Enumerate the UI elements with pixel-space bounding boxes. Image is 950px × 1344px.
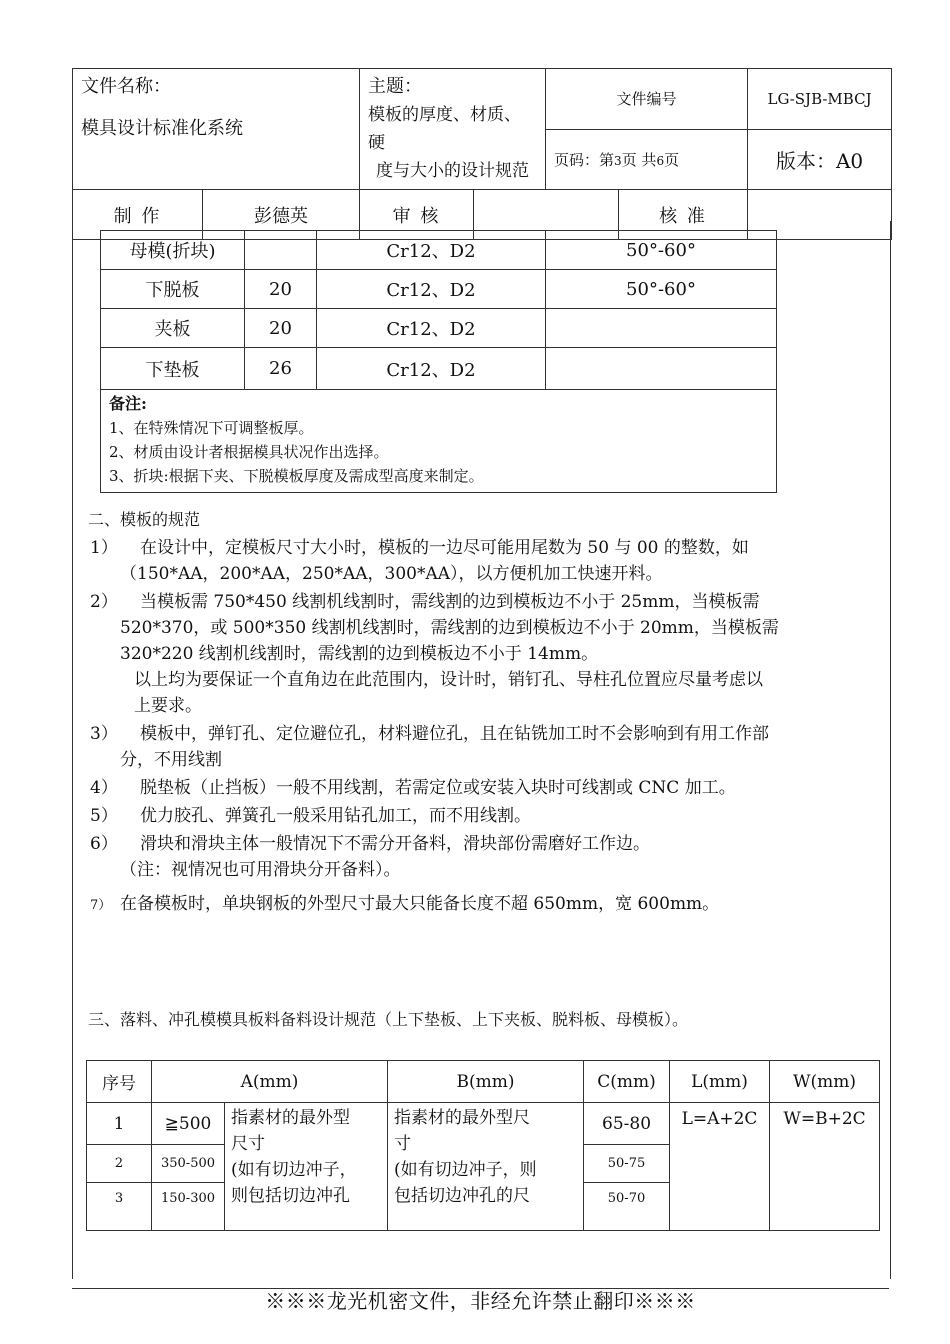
item-text: 320*220 线割机线割时，需线割的边到模板边不小于 14mm。	[120, 644, 599, 664]
l-formula: L=A+2C	[670, 1103, 770, 1231]
list-item	[90, 535, 890, 587]
part-name: 下垫板	[101, 348, 245, 390]
item-number: 4）	[90, 778, 118, 798]
c-value: 50-75	[584, 1145, 670, 1183]
made-value: 彭德英	[203, 190, 360, 240]
a-desc-line: 尺寸	[231, 1134, 265, 1154]
table-row	[101, 348, 777, 390]
hardness	[546, 309, 777, 348]
notes-title: 备注:	[109, 394, 147, 413]
note-item: 2、材质由设计者根据模具状况作出选择。	[109, 443, 389, 461]
item-text: 520*370，或 500*350 线割机线割时，需线割的边到模板边不小于 20mm，当模板需	[120, 618, 779, 638]
note-item: 1、在特殊情况下可调整板厚。	[109, 419, 314, 437]
item-text: 分，不用线割	[120, 750, 222, 770]
file-name-label: 文件名称：	[81, 76, 171, 97]
c-value: 50-70	[584, 1183, 670, 1231]
col-header: C(mm)	[584, 1061, 670, 1103]
version: 版本：A0	[748, 129, 892, 190]
size-range: ≧500	[152, 1103, 225, 1145]
made-label: 制 作	[73, 190, 203, 240]
doc-number-label: 文件编号	[546, 69, 748, 130]
hardness	[546, 348, 777, 390]
file-name-value: 模具设计标准化系统	[81, 118, 243, 139]
page-mid: 页 共	[621, 150, 657, 169]
page-total: 6	[656, 153, 665, 168]
item-text: 上要求。	[134, 696, 202, 716]
item-number: 5）	[90, 806, 118, 826]
item-number: 3）	[90, 724, 118, 744]
row-number: 2	[87, 1145, 152, 1183]
b-desc-line: (如有切边冲子，则	[394, 1160, 537, 1180]
material: Cr12、D2	[317, 309, 546, 348]
page-end: 页	[664, 150, 680, 169]
part-name: 下脱板	[101, 270, 245, 309]
material: Cr12、D2	[317, 348, 546, 390]
table-row	[101, 231, 777, 270]
thickness: 20	[245, 309, 317, 348]
a-desc-line: 则包括切边冲孔	[231, 1186, 350, 1206]
approve-label: 核 准	[619, 190, 748, 240]
item-number: 2）	[90, 592, 118, 612]
page-label: 页码：第	[554, 150, 615, 169]
page-current: 3	[614, 153, 622, 168]
size-range: 150-300	[152, 1183, 225, 1231]
note-item: 3、折块:根据下夹、下脱模板厚度及需成型高度来制定。	[109, 467, 484, 485]
document-header	[72, 68, 892, 240]
table-row	[101, 270, 777, 309]
blank-spec-table	[86, 1060, 880, 1231]
subject-line2: 度与大小的设计规范	[376, 161, 530, 181]
b-description	[388, 1103, 584, 1231]
a-desc-line: (如有切边冲子，	[231, 1160, 357, 1180]
item-text: 当模板需 750*450 线割机线割时，需线割的边到模板边不小于 25mm，当模板需	[140, 592, 760, 612]
row-number: 1	[87, 1103, 152, 1145]
col-header: W(mm)	[770, 1061, 880, 1103]
part-name: 夹板	[101, 309, 245, 348]
subject-line1: 模板的厚度、材质、硬	[368, 105, 522, 153]
notes-cell	[101, 390, 777, 493]
c-value: 65-80	[584, 1103, 670, 1145]
section3-title: 三、落料、冲孔模模具板料备料设计规范（上下垫板、上下夹板、脱料板、母模板）。	[88, 1010, 689, 1029]
item-text: 在设计中，定模板尺寸大小时，模板的一边尽可能用尾数为 50 与 00 的整数，如	[140, 538, 749, 558]
material-table	[100, 230, 777, 493]
item-text: 滑块和滑块主体一般情况下不需分开备料，滑块部份需磨好工作边。	[140, 834, 650, 854]
part-name: 母模(折块)	[101, 231, 245, 270]
a-description	[225, 1103, 388, 1231]
item-text: 在备模板时，单块钢板的外型尺寸最大只能备长度不超 650mm，宽 600mm。	[120, 894, 720, 914]
item-number: 7）	[90, 898, 112, 913]
list-item	[90, 775, 890, 801]
hardness: 50°-60°	[546, 231, 777, 270]
item-number: 1）	[90, 538, 118, 558]
table-row	[101, 309, 777, 348]
thickness: 20	[245, 270, 317, 309]
list-item	[90, 721, 890, 773]
list-item	[134, 667, 884, 719]
review-label: 审 核	[360, 190, 474, 240]
doc-number-value: LG-SJB-MBCJ	[748, 69, 892, 130]
size-range: 350-500	[152, 1145, 225, 1183]
page-number	[546, 129, 748, 190]
table-row	[87, 1103, 880, 1145]
material: Cr12、D2	[317, 270, 546, 309]
row-number: 3	[87, 1183, 152, 1231]
confidential-footer: ※※※龙光机密文件，非经允许禁止翻印※※※	[265, 1289, 696, 1313]
item-text: （注：视情况也可用滑块分开备料）。	[120, 860, 401, 880]
subject-label: 主题：	[368, 76, 423, 97]
thickness	[245, 231, 317, 270]
col-header: B(mm)	[388, 1061, 584, 1103]
a-desc-line: 指素材的最外型	[231, 1108, 350, 1128]
col-header: L(mm)	[670, 1061, 770, 1103]
item-text: 脱垫板（止挡板）一般不用线割，若需定位或安装入块时可线割或 CNC 加工。	[140, 778, 736, 798]
item-text: 优力胶孔、弹簧孔一般采用钻孔加工，而不用线割。	[140, 806, 531, 826]
col-header: A(mm)	[152, 1061, 388, 1103]
b-desc-line: 指素材的最外型尺	[394, 1108, 531, 1128]
subject-cell	[360, 69, 546, 190]
file-name-cell	[73, 69, 360, 190]
section2-title: 二、模板的规范	[88, 510, 201, 529]
b-desc-line: 寸	[394, 1134, 412, 1154]
table-header-row	[87, 1061, 880, 1103]
col-header: 序号	[87, 1061, 152, 1103]
w-formula: W=B+2C	[770, 1103, 880, 1231]
item-text: 以上均为要保证一个直角边在此范围内，设计时，销钉孔、导柱孔位置应尽量考虑以	[134, 670, 763, 690]
item-number: 6）	[90, 834, 118, 854]
item-text: 模板中，弹钉孔、定位避位孔，材料避位孔，且在钻铣加工时不会影响到有用工作部	[140, 724, 769, 744]
material: Cr12、D2	[317, 231, 546, 270]
list-item	[90, 589, 890, 667]
list-item	[90, 831, 890, 883]
list-item	[90, 803, 890, 829]
b-desc-line: 包括切边冲孔的尺	[394, 1186, 531, 1206]
list-item	[90, 891, 890, 919]
thickness: 26	[245, 348, 317, 390]
item-text: （150*AA，200*AA，250*AA，300*AA），以方便机加工快速开料。	[120, 564, 663, 584]
hardness: 50°-60°	[546, 270, 777, 309]
